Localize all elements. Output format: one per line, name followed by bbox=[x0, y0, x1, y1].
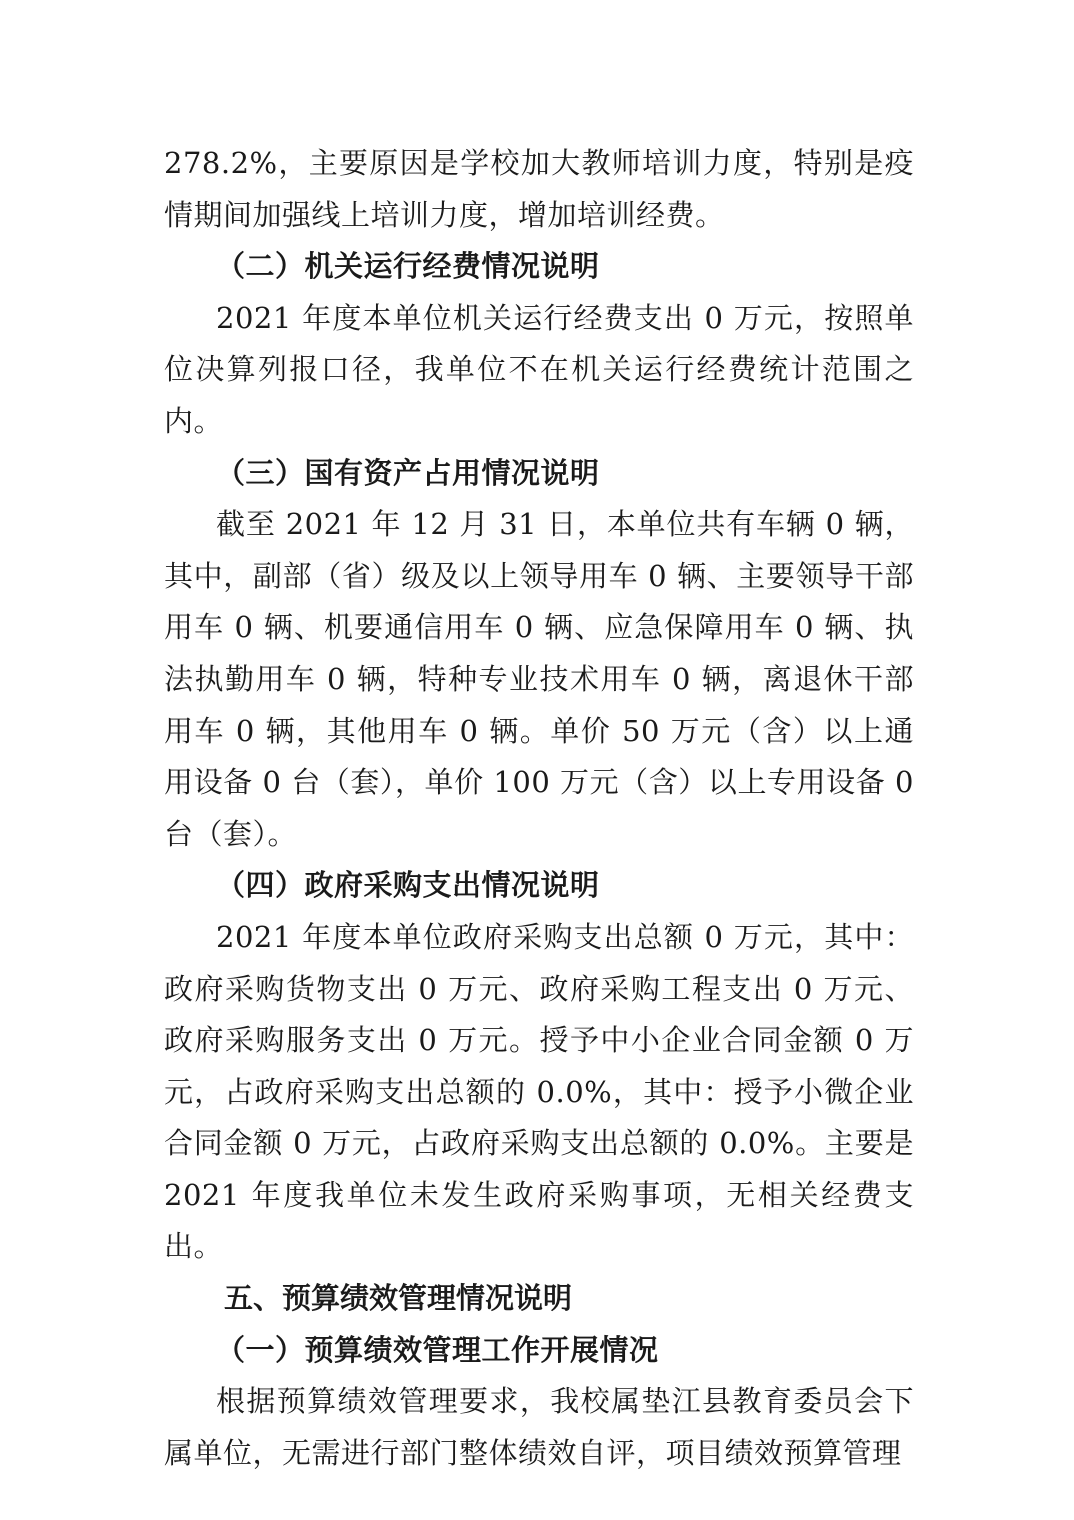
heading-state-assets: （三）国有资产占用情况说明 bbox=[216, 455, 600, 490]
paragraph-training-cost-reason: 278.2%，主要原因是学校加大教师培训力度，特别是疫情期间加强线上培训力度，增加培训经费。 bbox=[164, 146, 914, 232]
paragraph-office-operating-expenses: 2021 年度本单位机关运行经费支出 0 万元，按照单位决算列报口径，我单位不在机关运行经费统计范围之内。 bbox=[164, 300, 914, 438]
heading-budget-performance-work: （一）预算绩效管理工作开展情况 bbox=[216, 1332, 659, 1367]
document-body bbox=[164, 138, 914, 1479]
paragraph-government-procurement: 2021 年度本单位政府采购支出总额 0 万元，其中：政府采购货物支出 0 万元、政府采购工程支出 0 万元、政府采购服务支出 0 万元。授予中小企业合同金额 0 万元，占政府采购支出总额的 0.0%，其中：授予小微企业合同金额 0 万元，占政府采购支出总额的 0.0%。主要是 2021 年度我单位未发生政府采购事项，无相关经费支出。 bbox=[164, 919, 914, 1264]
paragraph-budget-performance-work: 根据预算绩效管理要求，我校属垫江县教育委员会下属单位，无需进行部门整体绩效自评，项目绩效预算管理 bbox=[164, 1384, 914, 1470]
paragraph-state-assets: 截至 2021 年 12 月 31 日，本单位共有车辆 0 辆，其中，副部（省）级及以上领导用车 0 辆、主要领导干部用车 0 辆、机要通信用车 0 辆、应急保障用车 0 辆、执法执勤用车 0 辆，特种专业技术用车 0 辆，离退休干部用车 0 辆，其他用车 0 辆。单价 50 万元（含）以上通用设备 0 台（套），单价 100 万元（含）以上专用设备 0 台（套）。 bbox=[164, 507, 914, 851]
section-title-budget-performance: 五、预算绩效管理情况说明 bbox=[224, 1281, 573, 1316]
heading-government-procurement: （四）政府采购支出情况说明 bbox=[216, 868, 600, 903]
heading-office-operating-expenses: （二）机关运行经费情况说明 bbox=[216, 249, 600, 284]
